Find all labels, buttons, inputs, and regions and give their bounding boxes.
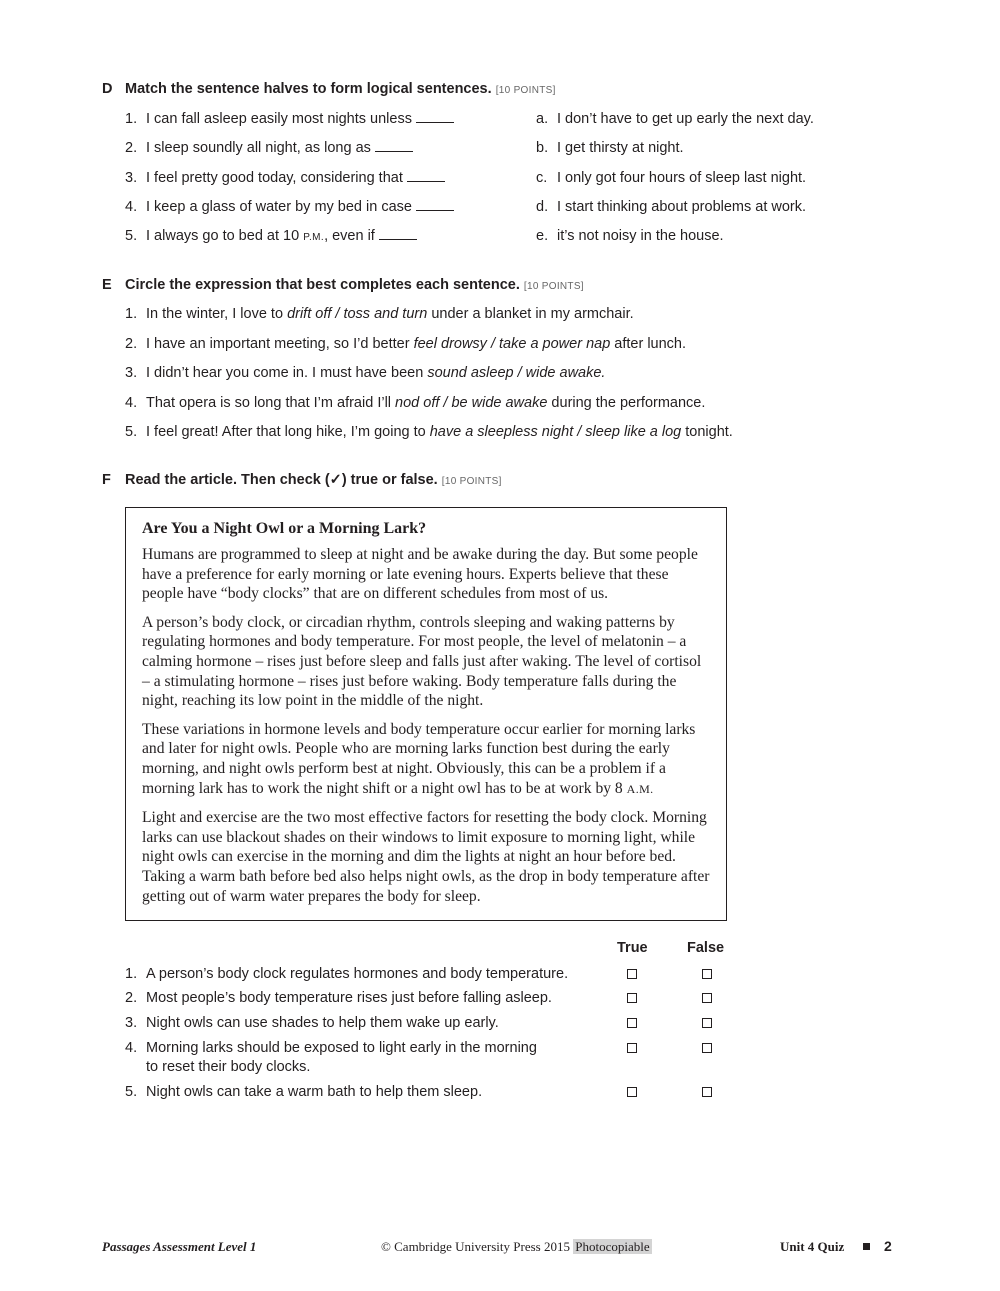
true-checkbox[interactable] [627,1018,637,1028]
statement-row: 5. Night owls can take a warm bath to help them sleep. [125,1084,483,1100]
footer-book-title: Passages Assessment Level 1 [102,1239,257,1254]
article-paragraph: These variations in hormone levels and body temperature occur earlier for morning larks and later for night owls. People who are morning larks function best during the early morning, and night owls perform best at night. Obviously, this can be a problem if a morning lark has to work the night shift or a night owl has to be at work by 8 A.M. [142,720,696,797]
expression-options[interactable]: feel drowsy / take a power nap [413,336,611,352]
answer-blank[interactable] [375,140,413,152]
statement-row: 2. Most people’s body temperature rises just before falling asleep. [125,990,552,1006]
section-e-title [125,277,584,293]
photocopiable-label: Photocopiable [575,1239,650,1254]
article-title: Are You a Night Owl or a Morning Lark? [142,520,427,537]
circle-item: 3. I didn’t hear you come in. I must have been sound asleep / wide awake. [125,365,606,381]
circle-item: 5. I feel great! After that long hike, I’m going to have a sleepless night / sleep like a log tonight. [125,424,733,440]
expression-options[interactable]: drift off / toss and turn [287,306,428,322]
circle-item: 4. That opera is so long that I’m afraid I’ll nod off / be wide awake during the performance. [125,395,706,411]
footer-copyright: © Cambridge University Press 2015 Photocopiable [381,1239,650,1254]
true-checkbox[interactable] [627,1043,637,1053]
section-d-title [125,81,556,97]
false-checkbox[interactable] [702,1018,712,1028]
true-column-header: True [617,940,648,956]
expression-options[interactable]: sound asleep / wide awake. [427,365,606,381]
false-checkbox[interactable] [702,969,712,979]
match-left-item: 4. I keep a glass of water by my bed in case [125,199,454,215]
section-e-letter: E [102,277,112,293]
match-right-item: b. I get thirsty at night. [536,140,684,156]
statement-row: 4. Morning larks should be exposed to light early in the morning [125,1040,537,1056]
section-d-points: [10 POINTS] [495,85,556,96]
article-paragraph: A person’s body clock, or circadian rhythm, controls sleeping and waking patterns by regulating hormones and body temperature. For most people, the level of melatonin – a calming hormone – rises just before sleep and falls just after waking. The level of cortisol – a stimulating hormone – rises just before waking. Body temperature falls during the night, reaching its low point in the middle of the night. [142,613,702,710]
section-f-letter: F [102,472,111,488]
statement-continuation: to reset their body clocks. [146,1059,311,1075]
section-d-letter: D [102,81,113,97]
true-checkbox[interactable] [627,993,637,1003]
false-checkbox[interactable] [702,1087,712,1097]
section-e-title-text: Circle the expression that best completes each sentence. [125,277,520,293]
true-checkbox[interactable] [627,969,637,979]
match-right-item: c. I only got four hours of sleep last night. [536,170,807,186]
match-left-item: 1. I can fall asleep easily most nights unless [125,111,454,127]
false-checkbox[interactable] [702,1043,712,1053]
footer-unit: Unit 4 Quiz [780,1239,845,1254]
section-f-title [125,472,502,488]
expression-options[interactable]: nod off / be wide awake [395,395,548,411]
page-number: 2 [884,1238,892,1254]
section-d-title-text: Match the sentence halves to form logical sentences. [125,81,492,97]
match-left-item: 3. I feel pretty good today, considering that [125,170,445,186]
match-left-item: 5. I always go to bed at 10 P.M., even if [125,228,417,244]
statement-row: 3. Night owls can use shades to help them wake up early. [125,1015,499,1031]
match-left-item: 2. I sleep soundly all night, as long as [125,140,413,156]
article-paragraph: Light and exercise are the two most effective factors for resetting the body clock. Morning larks can use blackout shades on their windows to limit exposure to morning light, while night owls can exercise in the morning and dim the lights at night an hour before bed. Taking a warm bath before bed also helps night owls, as the drop in body temperature after getting out of warm water prepares the body for sleep. [142,809,710,905]
false-checkbox[interactable] [702,993,712,1003]
section-f-points: [10 POINTS] [441,476,502,487]
true-checkbox[interactable] [627,1087,637,1097]
answer-blank[interactable] [407,170,445,182]
article-box [125,507,727,921]
section-f-title-text: Read the article. Then check (✓) true or false. [125,472,438,488]
circle-item: 1. In the winter, I love to drift off / toss and turn under a blanket in my armchair. [125,306,634,322]
answer-blank[interactable] [416,111,454,123]
match-right-item: a. I don’t have to get up early the next day. [536,111,814,127]
answer-blank[interactable] [379,228,417,240]
match-right-item: d. I start thinking about problems at work. [536,199,807,215]
expression-options[interactable]: have a sleepless night / sleep like a log [429,424,682,440]
answer-blank[interactable] [416,199,454,211]
false-column-header: False [687,940,725,956]
article-paragraph: Humans are programmed to sleep at night and be awake during the day. But some people have a preference for early morning or late evening hours. Experts believe that these people have “body clocks” that are on different schedules from most of us. [142,546,698,603]
match-right-item: e. it’s not noisy in the house. [536,228,724,244]
circle-item: 2. I have an important meeting, so I’d better feel drowsy / take a power nap after lunch. [125,336,687,352]
section-e-points: [10 POINTS] [523,281,584,292]
footer-square-icon [863,1243,870,1250]
statement-row: 1. A person’s body clock regulates hormones and body temperature. [125,966,569,982]
